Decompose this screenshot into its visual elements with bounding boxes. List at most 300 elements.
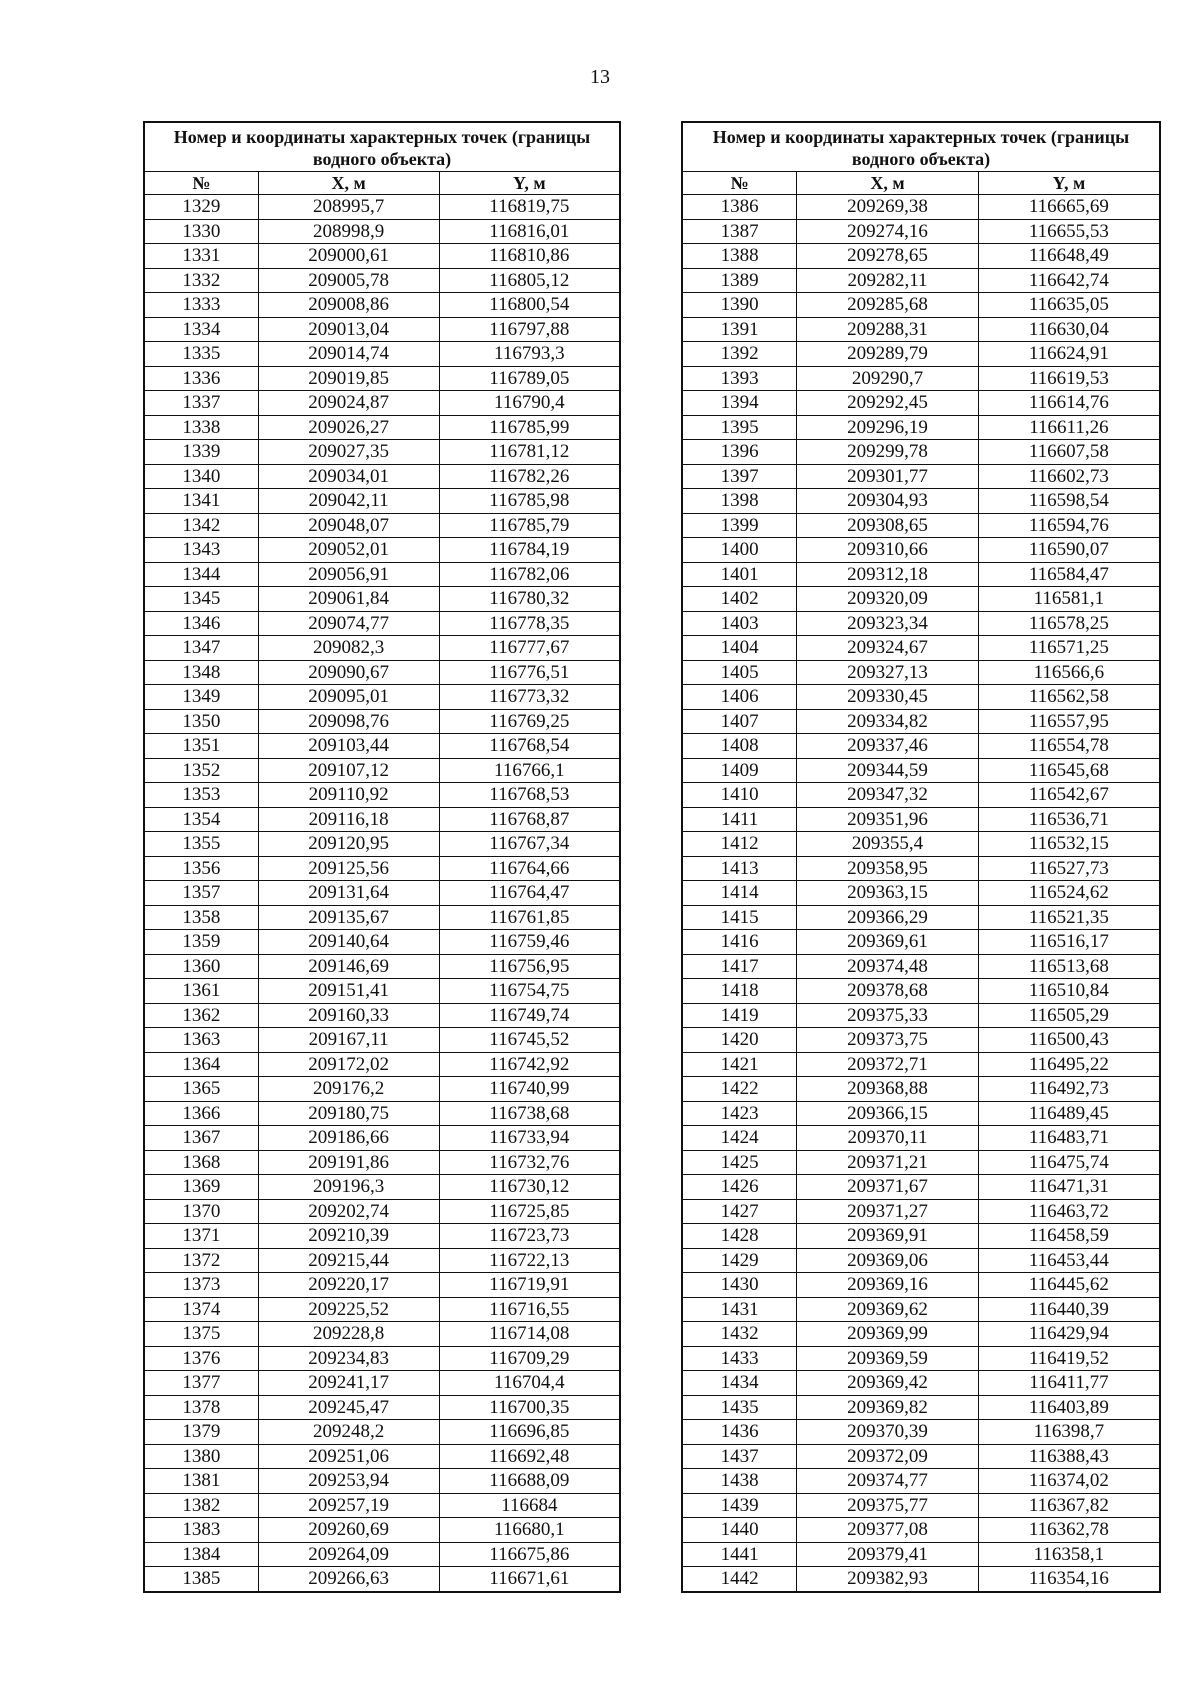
y-coordinate-cell: 116374,02 xyxy=(978,1469,1160,1494)
x-coordinate-cell: 209042,11 xyxy=(258,489,439,514)
table-row xyxy=(682,195,1160,220)
y-coordinate-cell: 116403,89 xyxy=(978,1395,1160,1420)
y-coordinate-cell: 116607,58 xyxy=(978,440,1160,465)
x-coordinate-cell: 209310,66 xyxy=(797,538,979,563)
x-coordinate-cell: 209366,29 xyxy=(797,905,979,930)
point-number-cell: 1344 xyxy=(144,562,258,587)
table-row xyxy=(682,1248,1160,1273)
point-number-cell: 1398 xyxy=(682,489,797,514)
point-number-cell: 1366 xyxy=(144,1101,258,1126)
y-coordinate-cell: 116584,47 xyxy=(978,562,1160,587)
x-coordinate-cell: 209278,65 xyxy=(797,244,979,269)
y-coordinate-cell: 116725,85 xyxy=(439,1199,620,1224)
y-coordinate-cell: 116719,91 xyxy=(439,1273,620,1298)
x-coordinate-cell: 209337,46 xyxy=(797,734,979,759)
table-row xyxy=(682,881,1160,906)
x-coordinate-cell: 209370,11 xyxy=(797,1126,979,1151)
y-coordinate-cell: 116768,53 xyxy=(439,783,620,808)
y-coordinate-cell: 116602,73 xyxy=(978,464,1160,489)
table-row xyxy=(144,317,620,342)
table-row xyxy=(682,1395,1160,1420)
y-coordinate-cell: 116764,47 xyxy=(439,881,620,906)
x-coordinate-cell: 208998,9 xyxy=(258,219,439,244)
point-number-cell: 1348 xyxy=(144,660,258,685)
y-coordinate-cell: 116723,73 xyxy=(439,1224,620,1249)
point-number-cell: 1340 xyxy=(144,464,258,489)
x-coordinate-cell: 209374,48 xyxy=(797,954,979,979)
point-number-cell: 1425 xyxy=(682,1150,797,1175)
x-coordinate-cell: 209369,62 xyxy=(797,1297,979,1322)
y-coordinate-cell: 116692,48 xyxy=(439,1444,620,1469)
table-row xyxy=(144,905,620,930)
point-number-cell: 1390 xyxy=(682,293,797,318)
table-row xyxy=(144,636,620,661)
point-number-cell: 1357 xyxy=(144,881,258,906)
point-number-cell: 1416 xyxy=(682,930,797,955)
x-coordinate-cell: 209000,61 xyxy=(258,244,439,269)
point-number-cell: 1421 xyxy=(682,1052,797,1077)
table-row xyxy=(682,1518,1160,1543)
x-coordinate-cell: 209210,39 xyxy=(258,1224,439,1249)
table-row xyxy=(144,415,620,440)
point-number-cell: 1331 xyxy=(144,244,258,269)
x-coordinate-cell: 209301,77 xyxy=(797,464,979,489)
table-row xyxy=(144,930,620,955)
table-row xyxy=(682,1469,1160,1494)
table-row xyxy=(144,1199,620,1224)
point-number-cell: 1395 xyxy=(682,415,797,440)
y-coordinate-cell: 116733,94 xyxy=(439,1126,620,1151)
y-coordinate-cell: 116740,99 xyxy=(439,1077,620,1102)
table-row xyxy=(144,1493,620,1518)
table-row xyxy=(144,1150,620,1175)
y-coordinate-cell: 116524,62 xyxy=(978,881,1160,906)
x-coordinate-cell: 209355,4 xyxy=(797,832,979,857)
point-number-cell: 1427 xyxy=(682,1199,797,1224)
point-number-cell: 1338 xyxy=(144,415,258,440)
table-body-right xyxy=(682,195,1160,1592)
point-number-cell: 1440 xyxy=(682,1518,797,1543)
point-number-cell: 1349 xyxy=(144,685,258,710)
table-row xyxy=(682,538,1160,563)
x-coordinate-cell: 209014,74 xyxy=(258,342,439,367)
y-coordinate-cell: 116754,75 xyxy=(439,979,620,1004)
y-coordinate-cell: 116445,62 xyxy=(978,1273,1160,1298)
x-coordinate-cell: 209369,91 xyxy=(797,1224,979,1249)
y-coordinate-cell: 116749,74 xyxy=(439,1003,620,1028)
table-row xyxy=(682,1493,1160,1518)
table-row xyxy=(144,1248,620,1273)
point-number-cell: 1355 xyxy=(144,832,258,857)
x-coordinate-cell: 209344,59 xyxy=(797,758,979,783)
point-number-cell: 1358 xyxy=(144,905,258,930)
point-number-cell: 1428 xyxy=(682,1224,797,1249)
y-coordinate-cell: 116453,44 xyxy=(978,1248,1160,1273)
y-coordinate-cell: 116411,77 xyxy=(978,1371,1160,1396)
x-coordinate-cell: 209241,17 xyxy=(258,1371,439,1396)
point-number-cell: 1419 xyxy=(682,1003,797,1028)
point-number-cell: 1410 xyxy=(682,783,797,808)
table-row xyxy=(144,1322,620,1347)
table-row xyxy=(682,1003,1160,1028)
x-coordinate-cell: 209334,82 xyxy=(797,709,979,734)
table-row xyxy=(682,489,1160,514)
point-number-cell: 1367 xyxy=(144,1126,258,1151)
table-row xyxy=(682,293,1160,318)
x-coordinate-cell: 209368,88 xyxy=(797,1077,979,1102)
x-coordinate-cell: 209371,21 xyxy=(797,1150,979,1175)
point-number-cell: 1356 xyxy=(144,856,258,881)
y-coordinate-cell: 116800,54 xyxy=(439,293,620,318)
x-coordinate-cell: 209269,38 xyxy=(797,195,979,220)
y-coordinate-cell: 116388,43 xyxy=(978,1444,1160,1469)
y-coordinate-cell: 116766,1 xyxy=(439,758,620,783)
y-coordinate-cell: 116483,71 xyxy=(978,1126,1160,1151)
table-row xyxy=(682,954,1160,979)
x-coordinate-cell: 209151,41 xyxy=(258,979,439,1004)
y-coordinate-cell: 116793,3 xyxy=(439,342,620,367)
table-row xyxy=(682,660,1160,685)
table-row xyxy=(682,342,1160,367)
table-row xyxy=(682,317,1160,342)
x-coordinate-cell: 209382,93 xyxy=(797,1567,979,1592)
x-coordinate-cell: 209274,16 xyxy=(797,219,979,244)
table-row xyxy=(682,464,1160,489)
point-number-cell: 1341 xyxy=(144,489,258,514)
point-number-cell: 1380 xyxy=(144,1444,258,1469)
y-coordinate-cell: 116594,76 xyxy=(978,513,1160,538)
x-coordinate-cell: 209369,59 xyxy=(797,1346,979,1371)
table-row xyxy=(682,1052,1160,1077)
y-coordinate-cell: 116764,66 xyxy=(439,856,620,881)
table-row xyxy=(682,758,1160,783)
table-row xyxy=(144,293,620,318)
point-number-cell: 1369 xyxy=(144,1175,258,1200)
y-coordinate-cell: 116776,51 xyxy=(439,660,620,685)
point-number-cell: 1352 xyxy=(144,758,258,783)
table-row xyxy=(144,1077,620,1102)
x-coordinate-cell: 209371,67 xyxy=(797,1175,979,1200)
x-coordinate-cell: 209140,64 xyxy=(258,930,439,955)
point-number-cell: 1382 xyxy=(144,1493,258,1518)
point-number-cell: 1411 xyxy=(682,807,797,832)
y-coordinate-cell: 116542,67 xyxy=(978,783,1160,808)
y-coordinate-cell: 116781,12 xyxy=(439,440,620,465)
point-number-cell: 1407 xyxy=(682,709,797,734)
table-row xyxy=(144,1444,620,1469)
x-coordinate-cell: 209324,67 xyxy=(797,636,979,661)
x-coordinate-cell: 209131,64 xyxy=(258,881,439,906)
y-coordinate-cell: 116773,32 xyxy=(439,685,620,710)
y-coordinate-cell: 116671,61 xyxy=(439,1567,620,1592)
y-coordinate-cell: 116545,68 xyxy=(978,758,1160,783)
x-coordinate-cell: 209024,87 xyxy=(258,391,439,416)
x-coordinate-cell: 209013,04 xyxy=(258,317,439,342)
table-row xyxy=(144,832,620,857)
y-coordinate-cell: 116492,73 xyxy=(978,1077,1160,1102)
y-coordinate-cell: 116527,73 xyxy=(978,856,1160,881)
x-coordinate-cell: 209369,99 xyxy=(797,1322,979,1347)
x-coordinate-cell: 209098,76 xyxy=(258,709,439,734)
x-coordinate-cell: 209220,17 xyxy=(258,1273,439,1298)
table-row xyxy=(682,1444,1160,1469)
table-row xyxy=(144,954,620,979)
point-number-cell: 1342 xyxy=(144,513,258,538)
table-row xyxy=(144,244,620,269)
point-number-cell: 1337 xyxy=(144,391,258,416)
table-row xyxy=(144,1518,620,1543)
table-row xyxy=(144,1346,620,1371)
point-number-cell: 1438 xyxy=(682,1469,797,1494)
point-number-cell: 1350 xyxy=(144,709,258,734)
y-coordinate-cell: 116362,78 xyxy=(978,1518,1160,1543)
point-number-cell: 1431 xyxy=(682,1297,797,1322)
x-coordinate-cell: 209074,77 xyxy=(258,611,439,636)
y-coordinate-cell: 116624,91 xyxy=(978,342,1160,367)
table-row xyxy=(144,1297,620,1322)
x-coordinate-cell: 209378,68 xyxy=(797,979,979,1004)
point-number-cell: 1333 xyxy=(144,293,258,318)
y-coordinate-cell: 116367,82 xyxy=(978,1493,1160,1518)
table-row xyxy=(144,758,620,783)
point-number-cell: 1394 xyxy=(682,391,797,416)
table-row xyxy=(144,513,620,538)
y-coordinate-cell: 116810,86 xyxy=(439,244,620,269)
table-row xyxy=(682,832,1160,857)
y-coordinate-cell: 116619,53 xyxy=(978,366,1160,391)
x-coordinate-cell: 209052,01 xyxy=(258,538,439,563)
x-coordinate-cell: 209296,19 xyxy=(797,415,979,440)
y-coordinate-cell: 116510,84 xyxy=(978,979,1160,1004)
point-number-cell: 1423 xyxy=(682,1101,797,1126)
x-coordinate-cell: 209282,11 xyxy=(797,268,979,293)
point-number-cell: 1397 xyxy=(682,464,797,489)
x-coordinate-cell: 209234,83 xyxy=(258,1346,439,1371)
x-coordinate-cell: 209120,95 xyxy=(258,832,439,857)
x-coordinate-cell: 209110,92 xyxy=(258,783,439,808)
y-coordinate-cell: 116732,76 xyxy=(439,1150,620,1175)
point-number-cell: 1396 xyxy=(682,440,797,465)
table-row xyxy=(682,783,1160,808)
x-coordinate-cell: 209061,84 xyxy=(258,587,439,612)
x-coordinate-cell: 209266,63 xyxy=(258,1567,439,1592)
table-row xyxy=(682,219,1160,244)
point-number-cell: 1420 xyxy=(682,1028,797,1053)
point-number-cell: 1362 xyxy=(144,1003,258,1028)
point-number-cell: 1336 xyxy=(144,366,258,391)
column-header-y: Y, м xyxy=(439,172,620,195)
y-coordinate-cell: 116700,35 xyxy=(439,1395,620,1420)
point-number-cell: 1402 xyxy=(682,587,797,612)
x-coordinate-cell: 209019,85 xyxy=(258,366,439,391)
table-row xyxy=(144,538,620,563)
x-coordinate-cell: 209285,68 xyxy=(797,293,979,318)
y-coordinate-cell: 116784,19 xyxy=(439,538,620,563)
table-row xyxy=(682,685,1160,710)
x-coordinate-cell: 209008,86 xyxy=(258,293,439,318)
table-row xyxy=(144,342,620,367)
point-number-cell: 1401 xyxy=(682,562,797,587)
x-coordinate-cell: 209135,67 xyxy=(258,905,439,930)
x-coordinate-cell: 209369,16 xyxy=(797,1273,979,1298)
y-coordinate-cell: 116655,53 xyxy=(978,219,1160,244)
point-number-cell: 1378 xyxy=(144,1395,258,1420)
point-number-cell: 1415 xyxy=(682,905,797,930)
y-coordinate-cell: 116777,67 xyxy=(439,636,620,661)
y-coordinate-cell: 116495,22 xyxy=(978,1052,1160,1077)
x-coordinate-cell: 209369,82 xyxy=(797,1395,979,1420)
x-coordinate-cell: 209251,06 xyxy=(258,1444,439,1469)
table-row xyxy=(682,1346,1160,1371)
x-coordinate-cell: 209369,61 xyxy=(797,930,979,955)
column-header-y: Y, м xyxy=(978,172,1160,195)
table-row xyxy=(144,660,620,685)
y-coordinate-cell: 116471,31 xyxy=(978,1175,1160,1200)
x-coordinate-cell: 209330,45 xyxy=(797,685,979,710)
y-coordinate-cell: 116630,04 xyxy=(978,317,1160,342)
y-coordinate-cell: 116590,07 xyxy=(978,538,1160,563)
x-coordinate-cell: 209095,01 xyxy=(258,685,439,710)
y-coordinate-cell: 116571,25 xyxy=(978,636,1160,661)
x-coordinate-cell: 209320,09 xyxy=(797,587,979,612)
table-row xyxy=(144,709,620,734)
table-row xyxy=(682,1371,1160,1396)
point-number-cell: 1409 xyxy=(682,758,797,783)
table-row xyxy=(144,807,620,832)
y-coordinate-cell: 116429,94 xyxy=(978,1322,1160,1347)
column-header-x: X, м xyxy=(258,172,439,195)
table-row xyxy=(682,1199,1160,1224)
y-coordinate-cell: 116566,6 xyxy=(978,660,1160,685)
point-number-cell: 1347 xyxy=(144,636,258,661)
x-coordinate-cell: 209172,02 xyxy=(258,1052,439,1077)
table-row xyxy=(144,1420,620,1445)
y-coordinate-cell: 116398,7 xyxy=(978,1420,1160,1445)
y-coordinate-cell: 116562,58 xyxy=(978,685,1160,710)
y-coordinate-cell: 116554,78 xyxy=(978,734,1160,759)
x-coordinate-cell: 209260,69 xyxy=(258,1518,439,1543)
table-row xyxy=(682,611,1160,636)
x-coordinate-cell: 209289,79 xyxy=(797,342,979,367)
x-coordinate-cell: 209370,39 xyxy=(797,1420,979,1445)
point-number-cell: 1414 xyxy=(682,881,797,906)
x-coordinate-cell: 209026,27 xyxy=(258,415,439,440)
y-coordinate-cell: 116704,4 xyxy=(439,1371,620,1396)
y-coordinate-cell: 116769,25 xyxy=(439,709,620,734)
table-row xyxy=(144,366,620,391)
y-coordinate-cell: 116789,05 xyxy=(439,366,620,391)
x-coordinate-cell: 209299,78 xyxy=(797,440,979,465)
x-coordinate-cell: 209191,86 xyxy=(258,1150,439,1175)
point-number-cell: 1363 xyxy=(144,1028,258,1053)
y-coordinate-cell: 116419,52 xyxy=(978,1346,1160,1371)
point-number-cell: 1371 xyxy=(144,1224,258,1249)
y-coordinate-cell: 116778,35 xyxy=(439,611,620,636)
y-coordinate-cell: 116614,76 xyxy=(978,391,1160,416)
y-coordinate-cell: 116805,12 xyxy=(439,268,620,293)
y-coordinate-cell: 116635,05 xyxy=(978,293,1160,318)
x-coordinate-cell: 209125,56 xyxy=(258,856,439,881)
x-coordinate-cell: 209323,34 xyxy=(797,611,979,636)
y-coordinate-cell: 116780,32 xyxy=(439,587,620,612)
x-coordinate-cell: 209288,31 xyxy=(797,317,979,342)
point-number-cell: 1413 xyxy=(682,856,797,881)
point-number-cell: 1359 xyxy=(144,930,258,955)
point-number-cell: 1389 xyxy=(682,268,797,293)
y-coordinate-cell: 116440,39 xyxy=(978,1297,1160,1322)
point-number-cell: 1442 xyxy=(682,1567,797,1592)
table-row xyxy=(144,1028,620,1053)
y-coordinate-cell: 116745,52 xyxy=(439,1028,620,1053)
point-number-cell: 1406 xyxy=(682,685,797,710)
table-row xyxy=(682,856,1160,881)
table-row xyxy=(144,856,620,881)
table-row xyxy=(144,1371,620,1396)
x-coordinate-cell: 209369,42 xyxy=(797,1371,979,1396)
point-number-cell: 1351 xyxy=(144,734,258,759)
point-number-cell: 1330 xyxy=(144,219,258,244)
x-coordinate-cell: 209253,94 xyxy=(258,1469,439,1494)
table-row xyxy=(682,587,1160,612)
x-coordinate-cell: 209264,09 xyxy=(258,1542,439,1567)
table-row xyxy=(144,881,620,906)
table-body-left xyxy=(144,195,620,1592)
x-coordinate-cell: 209176,2 xyxy=(258,1077,439,1102)
table-title: Номер и координаты характерных точек (границы водного объекта) xyxy=(682,122,1160,172)
x-coordinate-cell: 209304,93 xyxy=(797,489,979,514)
x-coordinate-cell: 209027,35 xyxy=(258,440,439,465)
y-coordinate-cell: 116358,1 xyxy=(978,1542,1160,1567)
table-row xyxy=(682,415,1160,440)
table-row xyxy=(144,1126,620,1151)
point-number-cell: 1400 xyxy=(682,538,797,563)
x-coordinate-cell: 208995,7 xyxy=(258,195,439,220)
x-coordinate-cell: 209375,33 xyxy=(797,1003,979,1028)
y-coordinate-cell: 116516,17 xyxy=(978,930,1160,955)
y-coordinate-cell: 116742,92 xyxy=(439,1052,620,1077)
point-number-cell: 1385 xyxy=(144,1567,258,1592)
y-coordinate-cell: 116722,13 xyxy=(439,1248,620,1273)
table-row xyxy=(144,195,620,220)
x-coordinate-cell: 209116,18 xyxy=(258,807,439,832)
y-coordinate-cell: 116782,06 xyxy=(439,562,620,587)
table-row xyxy=(144,1395,620,1420)
y-coordinate-cell: 116521,35 xyxy=(978,905,1160,930)
table-row xyxy=(144,440,620,465)
table-row xyxy=(682,1420,1160,1445)
y-coordinate-cell: 116354,16 xyxy=(978,1567,1160,1592)
x-coordinate-cell: 209369,06 xyxy=(797,1248,979,1273)
x-coordinate-cell: 209358,95 xyxy=(797,856,979,881)
table-row xyxy=(682,440,1160,465)
point-number-cell: 1403 xyxy=(682,611,797,636)
point-number-cell: 1354 xyxy=(144,807,258,832)
x-coordinate-cell: 209056,91 xyxy=(258,562,439,587)
point-number-cell: 1408 xyxy=(682,734,797,759)
point-number-cell: 1379 xyxy=(144,1420,258,1445)
point-number-cell: 1418 xyxy=(682,979,797,1004)
x-coordinate-cell: 209005,78 xyxy=(258,268,439,293)
table-row xyxy=(144,685,620,710)
point-number-cell: 1339 xyxy=(144,440,258,465)
table-row xyxy=(144,391,620,416)
point-number-cell: 1404 xyxy=(682,636,797,661)
point-number-cell: 1399 xyxy=(682,513,797,538)
table-row xyxy=(144,979,620,1004)
y-coordinate-cell: 116489,45 xyxy=(978,1101,1160,1126)
point-number-cell: 1329 xyxy=(144,195,258,220)
y-coordinate-cell: 116756,95 xyxy=(439,954,620,979)
